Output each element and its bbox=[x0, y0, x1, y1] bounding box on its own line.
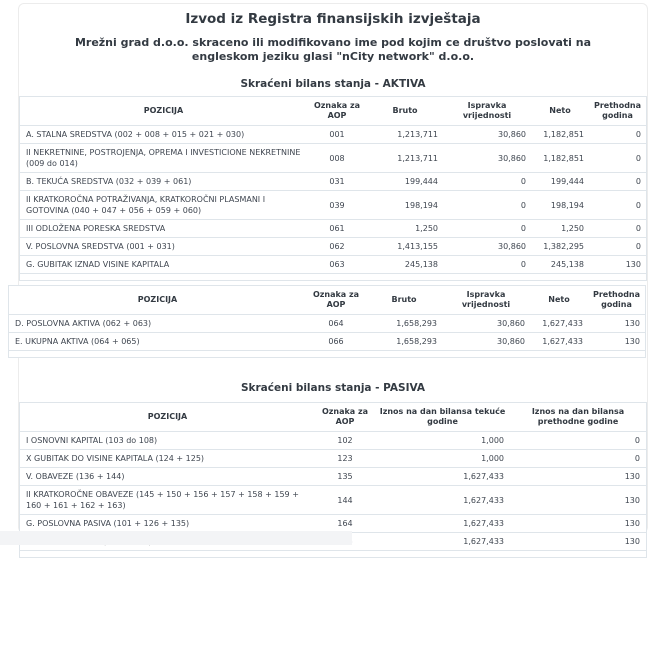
data-table bbox=[20, 97, 646, 274]
cell-position: II KRATKOROČNA POTRAŽIVANJA, KRATKOROČNI PLASMANI I GOTOVINA (040 + 047 + 056 + 059 + 060) bbox=[20, 191, 307, 220]
cell-value: 1,627,433 bbox=[375, 533, 510, 551]
cell-position: V. POSLOVNA SREDSTVA (001 + 031) bbox=[20, 238, 307, 256]
column-header: Prethodna godina bbox=[588, 286, 645, 315]
header-row bbox=[9, 286, 645, 315]
cell-value: 0 bbox=[589, 238, 646, 256]
table-row bbox=[20, 191, 646, 220]
cell-value: 062 bbox=[307, 238, 367, 256]
table-row bbox=[20, 468, 646, 486]
cell-value: 30,860 bbox=[443, 144, 531, 173]
cell-value: 1,627,433 bbox=[375, 515, 510, 533]
table-row bbox=[9, 315, 645, 333]
cell-value: 0 bbox=[589, 191, 646, 220]
cell-value: 1,182,851 bbox=[531, 126, 589, 144]
table-row bbox=[20, 450, 646, 468]
cell-value: 0 bbox=[443, 220, 531, 238]
cell-value: 031 bbox=[307, 173, 367, 191]
cell-value: 039 bbox=[307, 191, 367, 220]
data-table bbox=[20, 403, 646, 551]
cell-value: 1,627,433 bbox=[375, 486, 510, 515]
section-title-pasiva: Skraćeni bilans stanja - PASIVA bbox=[240, 382, 426, 394]
table-row bbox=[20, 126, 646, 144]
cell-position: V. OBAVEZE (136 + 144) bbox=[20, 468, 315, 486]
column-header: Iznos na dan bilansa prethodne godine bbox=[510, 403, 646, 432]
cell-value: 135 bbox=[315, 468, 375, 486]
cell-value: 30,860 bbox=[442, 315, 530, 333]
cell-value: 1,658,293 bbox=[366, 333, 442, 351]
column-header: Oznaka za AOP bbox=[307, 97, 367, 126]
cell-value: 164 bbox=[315, 515, 375, 533]
cell-value: 0 bbox=[443, 191, 531, 220]
column-header: Oznaka za AOP bbox=[306, 286, 366, 315]
cell-value: 199,444 bbox=[531, 173, 589, 191]
cell-value: 30,860 bbox=[442, 333, 530, 351]
cell-value: 130 bbox=[589, 256, 646, 274]
cell-value: 1,413,155 bbox=[367, 238, 443, 256]
document-title: Izvod iz Registra finansijskih izvještaja bbox=[185, 11, 481, 27]
cell-value: 1,182,851 bbox=[531, 144, 589, 173]
cell-value: 0 bbox=[443, 256, 531, 274]
balance-table-aktiva bbox=[19, 96, 647, 281]
balance-table-aktiva-totals bbox=[8, 285, 646, 358]
cell-value: 198,194 bbox=[531, 191, 589, 220]
bottom-band bbox=[0, 531, 352, 545]
cell-position: E. UKUPNA AKTIVA (064 + 065) bbox=[9, 333, 306, 351]
cell-value: 1,627,433 bbox=[530, 333, 588, 351]
table-row bbox=[20, 220, 646, 238]
table-row bbox=[9, 333, 645, 351]
cell-value: 198,194 bbox=[367, 191, 443, 220]
cell-value: 130 bbox=[510, 515, 646, 533]
cell-value: 1,250 bbox=[367, 220, 443, 238]
cell-value: 199,444 bbox=[367, 173, 443, 191]
table-row bbox=[20, 256, 646, 274]
cell-position: X GUBITAK DO VISINE KAPITALA (124 + 125) bbox=[20, 450, 315, 468]
cell-value: 0 bbox=[443, 173, 531, 191]
column-header: Oznaka za AOP bbox=[315, 403, 375, 432]
cell-position: G. POSLOVNA PASIVA (101 + 126 + 135) bbox=[20, 515, 315, 533]
column-header: Ispravka vrijednosti bbox=[442, 286, 530, 315]
cell-value: 1,000 bbox=[375, 432, 510, 450]
cell-position: B. TEKUĆA SREDSTVA (032 + 039 + 061) bbox=[20, 173, 307, 191]
table-row bbox=[20, 173, 646, 191]
cell-value: 245,138 bbox=[367, 256, 443, 274]
cell-value: 0 bbox=[589, 144, 646, 173]
table-row bbox=[20, 238, 646, 256]
column-header: Ispravka vrijednosti bbox=[443, 97, 531, 126]
column-header: Neto bbox=[530, 286, 588, 315]
cell-position: G. GUBITAK IZNAD VISINE KAPITALA bbox=[20, 256, 307, 274]
column-header: Bruto bbox=[366, 286, 442, 315]
column-header: POZICIJA bbox=[20, 97, 307, 126]
cell-position: II NEKRETNINE, POSTROJENJA, OPREMA I INVESTICIONE NEKRETNINE (009 do 014) bbox=[20, 144, 307, 173]
cell-value: 1,213,711 bbox=[367, 144, 443, 173]
cell-position: D. POSLOVNA AKTIVA (062 + 063) bbox=[9, 315, 306, 333]
document-subtitle: Mrežni grad d.o.o. skraceno ili modifikovano ime pod kojim ce društvo poslovati na engleskom jeziku glasi "nCity network" d.o.o. bbox=[74, 36, 592, 63]
column-header: Iznos na dan bilansa tekuće godine bbox=[375, 403, 510, 432]
column-header: POZICIJA bbox=[9, 286, 306, 315]
cell-value: 1,000 bbox=[375, 450, 510, 468]
cell-value: 130 bbox=[510, 468, 646, 486]
cell-value: 0 bbox=[589, 220, 646, 238]
cell-value: 1,250 bbox=[531, 220, 589, 238]
table-row bbox=[20, 486, 646, 515]
cell-value: 102 bbox=[315, 432, 375, 450]
cell-value: 064 bbox=[306, 315, 366, 333]
column-header: POZICIJA bbox=[20, 403, 315, 432]
cell-value: 1,658,293 bbox=[366, 315, 442, 333]
cell-position: A. STALNA SREDSTVA (002 + 008 + 015 + 021 + 030) bbox=[20, 126, 307, 144]
section-title-aktiva: Skraćeni bilans stanja - AKTIVA bbox=[240, 78, 426, 90]
cell-value: 1,382,295 bbox=[531, 238, 589, 256]
cell-value: 001 bbox=[307, 126, 367, 144]
cell-value: 066 bbox=[306, 333, 366, 351]
cell-value: 123 bbox=[315, 450, 375, 468]
cell-value: 30,860 bbox=[443, 126, 531, 144]
cell-value: 130 bbox=[588, 315, 645, 333]
cell-position: I OSNOVNI KAPITAL (103 do 108) bbox=[20, 432, 315, 450]
cell-value: 0 bbox=[589, 126, 646, 144]
cell-position: II KRATKOROČNE OBAVEZE (145 + 150 + 156 + 157 + 158 + 159 + 160 + 161 + 162 + 163) bbox=[20, 486, 315, 515]
cell-value: 063 bbox=[307, 256, 367, 274]
header-row bbox=[20, 403, 646, 432]
table-row bbox=[20, 515, 646, 533]
column-header: Prethodna godina bbox=[589, 97, 646, 126]
cell-value: 1,627,433 bbox=[530, 315, 588, 333]
cell-value: 144 bbox=[315, 486, 375, 515]
table-row bbox=[20, 432, 646, 450]
cell-position: III ODLOŽENA PORESKA SREDSTVA bbox=[20, 220, 307, 238]
cell-value: 130 bbox=[510, 486, 646, 515]
column-header: Bruto bbox=[367, 97, 443, 126]
cell-value: 1,627,433 bbox=[375, 468, 510, 486]
cell-value: 008 bbox=[307, 144, 367, 173]
cell-value: 245,138 bbox=[531, 256, 589, 274]
cell-value: 130 bbox=[510, 533, 646, 551]
cell-value: 0 bbox=[510, 432, 646, 450]
data-table bbox=[9, 286, 645, 351]
column-header: Neto bbox=[531, 97, 589, 126]
header-row bbox=[20, 97, 646, 126]
document-panel bbox=[15, 3, 648, 546]
cell-value: 30,860 bbox=[443, 238, 531, 256]
cell-value: 0 bbox=[510, 450, 646, 468]
cell-value: 0 bbox=[589, 173, 646, 191]
cell-value: 1,213,711 bbox=[367, 126, 443, 144]
cell-value: 130 bbox=[588, 333, 645, 351]
table-row bbox=[20, 144, 646, 173]
cell-value: 061 bbox=[307, 220, 367, 238]
